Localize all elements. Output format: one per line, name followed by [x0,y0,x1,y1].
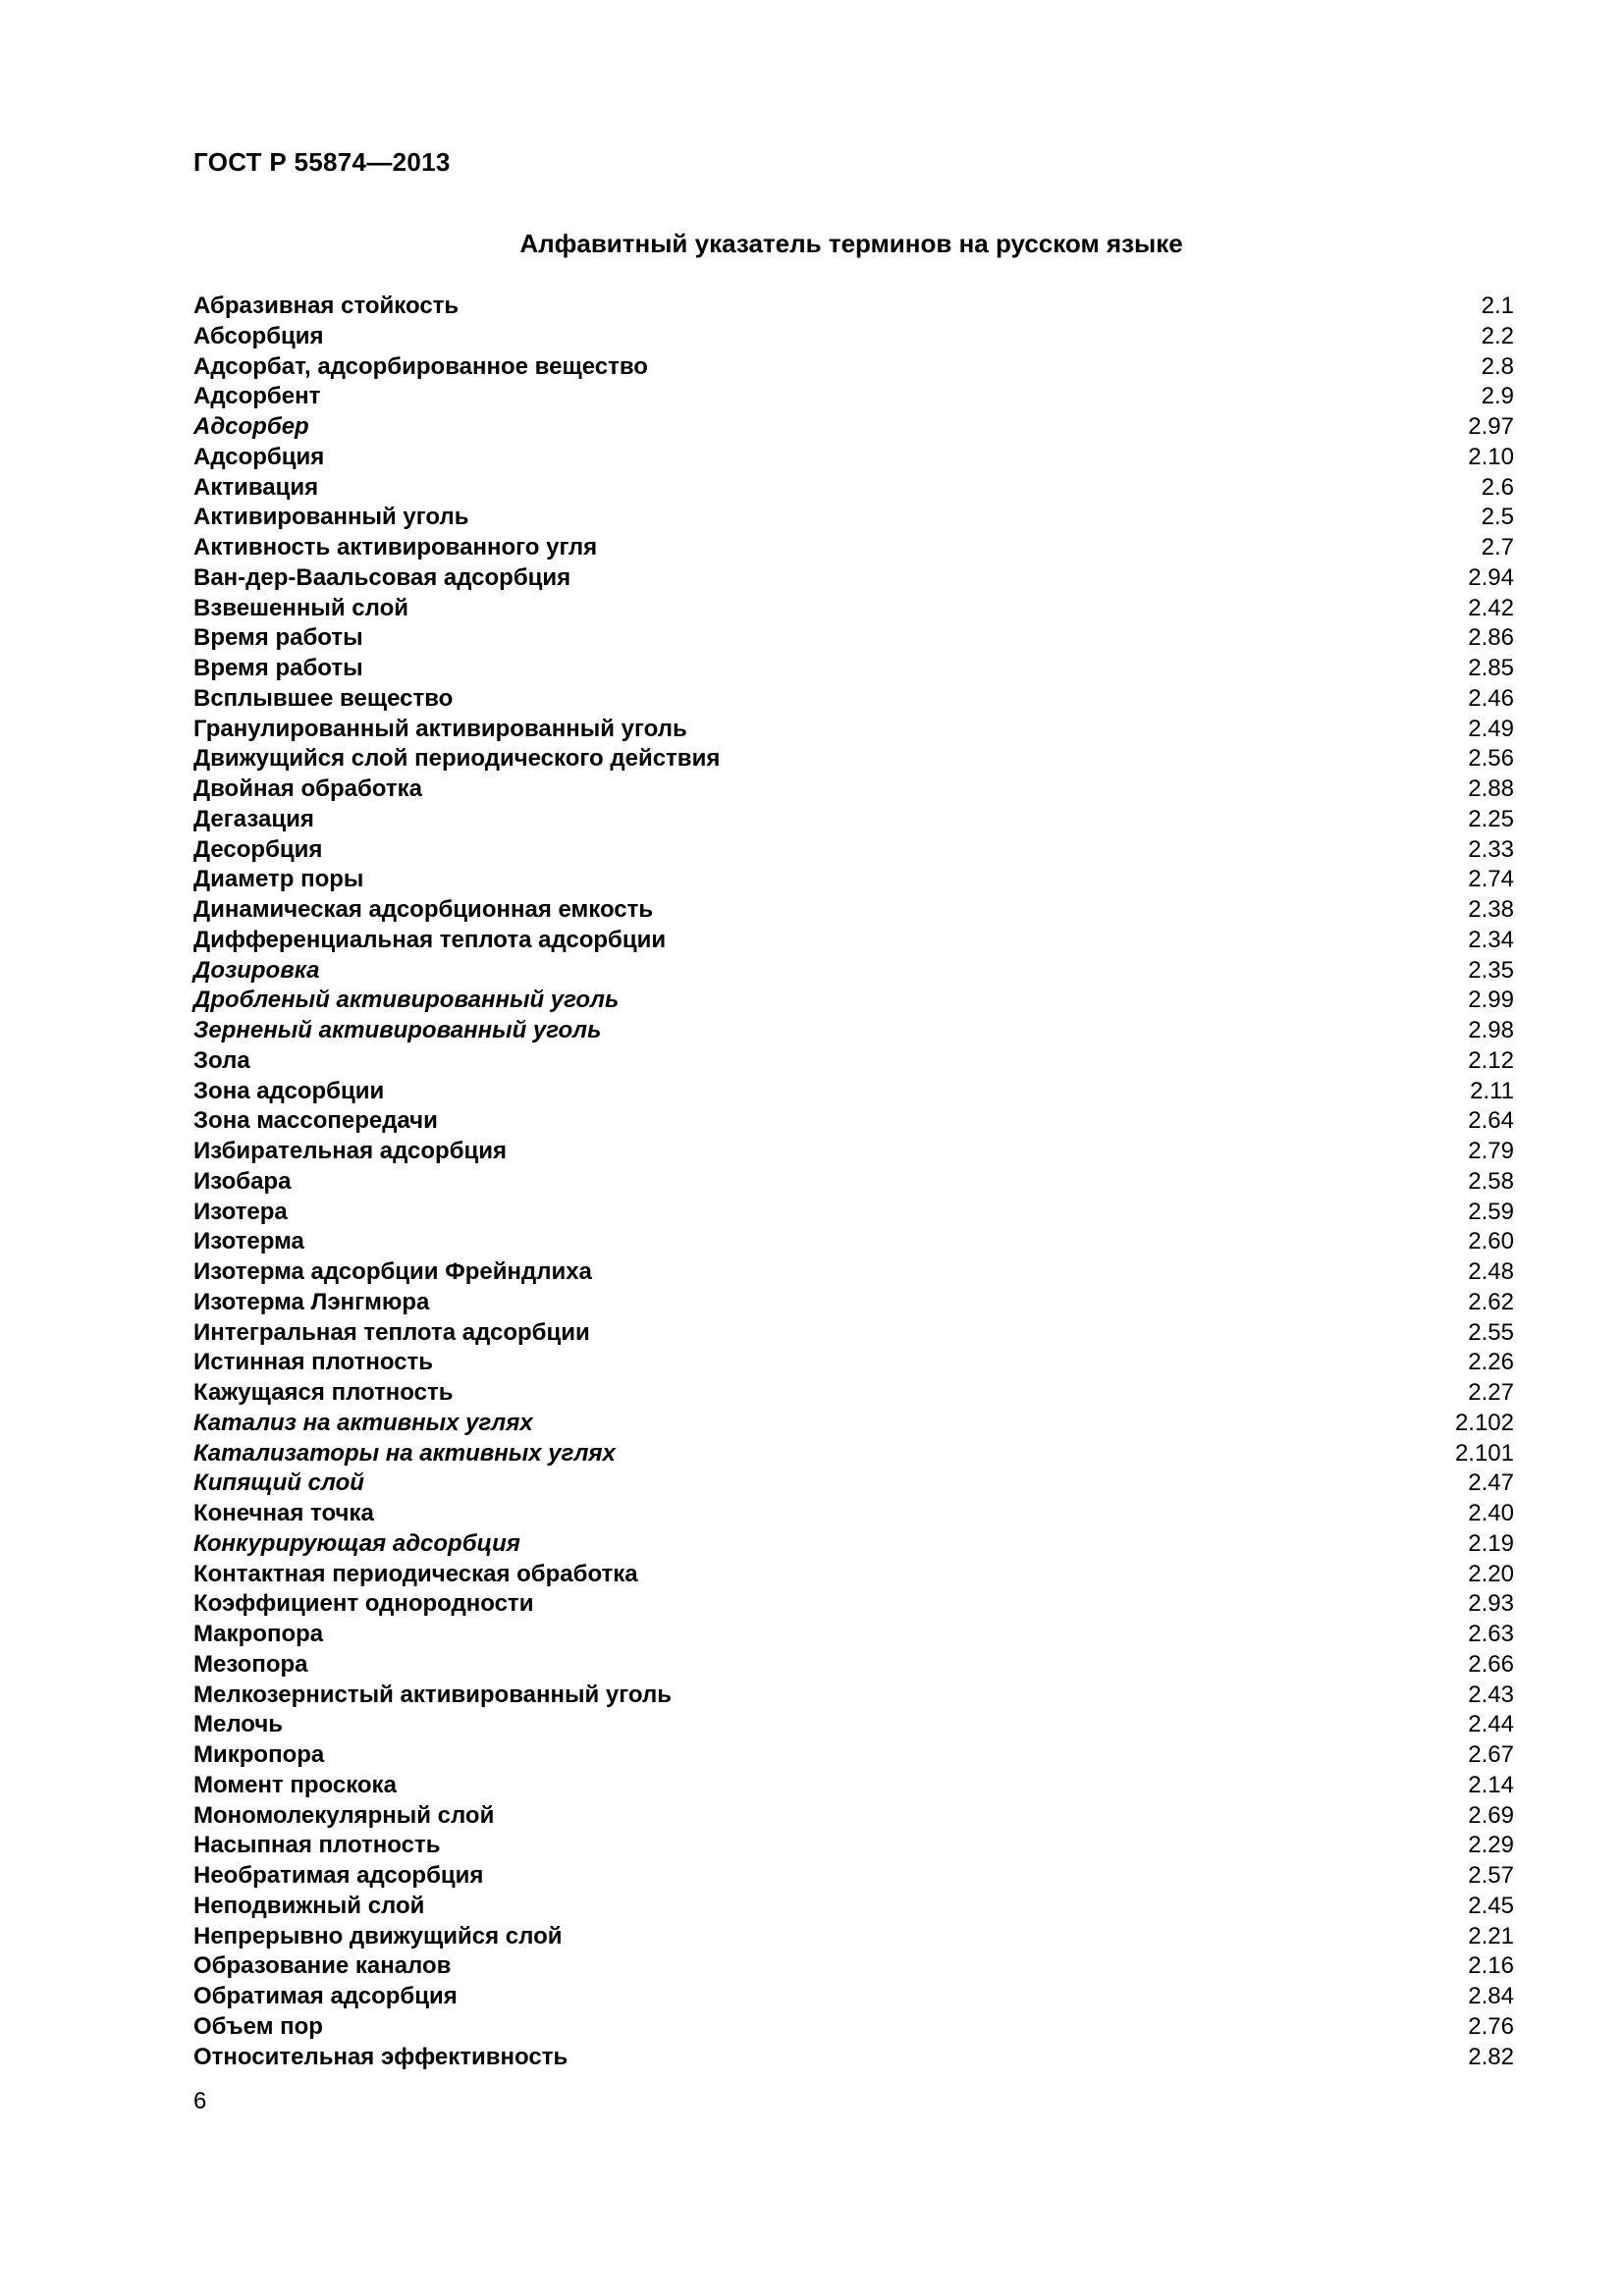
index-term: Мезопора [193,1650,308,1678]
index-term: Насыпная плотность [193,1832,441,1859]
index-term: Избирательная адсорбция [193,1138,508,1164]
index-entry [193,1681,1514,1711]
index-term: Адсорбер [193,413,309,440]
index-entry [193,1348,1514,1378]
index-term: Взвешенный слой [193,594,408,621]
index-term: Обратимая адсорбция [193,1983,458,2009]
index-entry [193,623,1514,654]
index-term: Мелочь [193,1711,284,1738]
index-entry [193,594,1514,624]
index-term: Мелкозернистый активированный уголь [193,1681,672,1708]
index-term-reference: 2.14 [1468,1771,1514,1798]
index-term: Активированный уголь [193,504,469,531]
index-term: Динамическая адсорбционная емкость [193,896,654,923]
index-term-reference: 2.42 [1468,594,1514,621]
index-entry [193,986,1514,1016]
index-term-reference: 2.84 [1468,1983,1514,2009]
index-term-reference: 2.66 [1468,1650,1514,1678]
index-term-reference: 2.47 [1468,1469,1514,1497]
index-term-reference: 2.19 [1468,1529,1514,1557]
index-entry [193,1046,1514,1077]
index-term: Изотерма Лэнгмюра [193,1288,430,1315]
index-term-reference: 2.99 [1468,987,1514,1014]
index-term: Всплывшее вещество [193,684,454,712]
index-term-reference: 2.6 [1481,473,1514,501]
index-term: Катализ на активных углях [193,1409,533,1436]
index-entry [193,956,1514,987]
index-term-reference: 2.62 [1468,1288,1514,1315]
index-term: Абсорбция [193,322,324,349]
index-term: Изотерма [193,1228,304,1255]
document-code: ГОСТ Р 55874—2013 [193,147,451,177]
index-entry [193,1650,1514,1681]
index-term: Изотера [193,1198,288,1225]
index-entry [193,473,1514,504]
index-term-reference: 2.97 [1468,413,1514,440]
index-term-reference: 2.11 [1470,1077,1514,1104]
index-entry [193,412,1514,443]
index-term-reference: 2.102 [1454,1409,1514,1436]
index-term-reference: 2.2 [1481,322,1514,349]
index-term-reference: 2.76 [1468,2012,1514,2040]
index-term: Интегральная теплота адсорбции [193,1318,590,1346]
index-entry [193,1710,1514,1740]
index-entry [193,1499,1514,1529]
index-term-reference: 2.12 [1468,1046,1514,1074]
index-term-reference: 2.10 [1468,443,1514,470]
index-entry [193,1771,1514,1801]
index-entry [193,1439,1514,1469]
index-term-reference: 2.48 [1468,1258,1514,1285]
index-term: Десорбция [193,835,323,863]
index-entry [193,533,1514,563]
index-entry [193,1892,1514,1922]
index-entry [193,1951,1514,1982]
index-title: Алфавитный указатель терминов на русском языке [519,229,1183,258]
index-term: Контактная периодическая обработка [193,1560,638,1587]
index-term: Кипящий слой [193,1469,364,1497]
index-term-reference: 2.44 [1468,1711,1514,1738]
index-term: Коэффициент однородности [193,1590,534,1618]
index-term: Двойная обработка [193,775,422,802]
index-entry [193,352,1514,383]
index-entry [193,2012,1514,2043]
index-term: Истинная плотность [193,1349,434,1376]
index-entry [193,1106,1514,1137]
index-term-reference: 2.74 [1468,866,1514,893]
index-entry [193,895,1514,926]
index-term: Катализаторы на активных углях [193,1439,616,1467]
index-term-reference: 2.35 [1468,956,1514,984]
index-term: Относительная эффективность [193,2043,568,2070]
index-entry [193,563,1514,594]
index-entry [193,1529,1514,1560]
index-term-reference: 2.7 [1481,534,1514,561]
index-entry [193,1167,1514,1198]
index-term: Активация [193,473,319,501]
index-term-reference: 2.56 [1468,745,1514,773]
index-term: Момент проскока [193,1771,397,1798]
term-index-list [193,292,1514,2072]
index-term-reference: 2.45 [1468,1892,1514,1919]
index-term: Абразивная стойкость [193,293,460,319]
index-term-reference: 2.8 [1481,352,1514,380]
index-term-reference: 2.94 [1468,563,1514,591]
index-term-reference: 2.69 [1468,1801,1514,1829]
index-term: Макропора [193,1621,324,1647]
index-term-reference: 2.88 [1468,775,1514,802]
index-entry [193,1409,1514,1439]
index-entry [193,1560,1514,1590]
index-term: Гранулированный активированный уголь [193,715,687,742]
index-entry [193,1468,1514,1499]
index-term: Движущийся слой периодического действия [193,745,721,773]
index-term-reference: 2.101 [1454,1439,1514,1467]
index-term: Активность активированного угля [193,534,598,561]
index-term-reference: 2.55 [1468,1318,1514,1346]
index-term: Неподвижный слой [193,1892,425,1919]
index-term-reference: 2.29 [1468,1832,1514,1859]
index-entry [193,654,1514,684]
index-term-reference: 2.34 [1468,926,1514,953]
index-entry [193,1620,1514,1650]
index-entry [193,1861,1514,1892]
index-entry [193,503,1514,533]
index-entry [193,1198,1514,1228]
index-term-reference: 2.57 [1468,1862,1514,1889]
page-number: 6 [193,2088,207,2114]
index-term-reference: 2.64 [1468,1107,1514,1135]
index-term: Кажущаяся плотность [193,1379,454,1406]
index-term-reference: 2.9 [1481,383,1514,410]
index-term: Адсорбент [193,383,321,410]
index-entry [193,1831,1514,1861]
index-term: Изотерма адсорбции Фрейндлиха [193,1258,592,1285]
index-term-reference: 2.27 [1468,1379,1514,1406]
index-entry [193,1982,1514,2012]
index-term-reference: 2.21 [1468,1922,1514,1949]
index-term-reference: 2.33 [1468,835,1514,863]
index-term-reference: 2.79 [1468,1138,1514,1164]
index-term: Дифференциальная теплота адсорбции [193,926,667,953]
index-term: Образование каналов [193,1952,452,1980]
index-entry [193,1227,1514,1257]
index-term: Дробленый активированный уголь [193,987,620,1014]
index-term-reference: 2.98 [1468,1017,1514,1043]
index-term: Зона адсорбции [193,1077,385,1104]
index-entry [193,926,1514,956]
index-entry [193,805,1514,835]
index-term: Мономолекулярный слой [193,1801,495,1829]
index-term-reference: 2.59 [1468,1198,1514,1225]
index-term-reference: 2.93 [1468,1590,1514,1618]
index-term: Объем пор [193,2012,323,2040]
index-term: Непрерывно движущийся слой [193,1922,563,1949]
index-entry [193,715,1514,745]
index-term: Время работы [193,624,363,652]
index-term: Зола [193,1046,250,1074]
index-term-reference: 2.43 [1468,1681,1514,1708]
index-entry [193,1257,1514,1288]
index-term-reference: 2.25 [1468,805,1514,832]
index-term-reference: 2.85 [1468,655,1514,681]
index-entry [193,382,1514,412]
index-term: Адсорбция [193,443,325,470]
index-entry [193,774,1514,805]
index-entry [193,1922,1514,1952]
index-entry [193,1378,1514,1409]
index-term-reference: 2.40 [1468,1500,1514,1526]
index-entry [193,1288,1514,1318]
index-term: Ван-дер-Ваальсовая адсорбция [193,563,571,591]
index-term-reference: 2.49 [1468,715,1514,742]
index-term: Микропора [193,1741,325,1768]
index-term-reference: 2.16 [1468,1952,1514,1980]
index-entry [193,865,1514,895]
index-entry [193,443,1514,473]
index-term-reference: 2.20 [1468,1560,1514,1587]
index-term: Зерненый активированный уголь [193,1017,602,1043]
index-term-reference: 2.63 [1468,1621,1514,1647]
index-term: Время работы [193,655,363,681]
index-term-reference: 2.60 [1468,1228,1514,1255]
index-entry [193,322,1514,352]
index-entry [193,1740,1514,1771]
index-entry [193,1318,1514,1349]
index-term: Диаметр поры [193,866,364,893]
index-term-reference: 2.38 [1468,896,1514,923]
index-term-reference: 2.67 [1468,1741,1514,1768]
index-entry [193,1589,1514,1620]
index-term: Конечная точка [193,1500,374,1526]
index-entry [193,835,1514,866]
index-entry [193,1016,1514,1046]
index-term: Изобара [193,1167,292,1195]
index-term: Дозировка [193,956,320,984]
index-term: Дегазация [193,805,314,832]
index-entry [193,1801,1514,1832]
index-term-reference: 2.5 [1481,504,1514,531]
index-term-reference: 2.58 [1468,1167,1514,1195]
index-term-reference: 2.86 [1468,624,1514,652]
index-entry [193,684,1514,715]
index-entry [193,2043,1514,2073]
index-term: Зона массопередачи [193,1107,438,1135]
index-entry [193,744,1514,774]
index-term-reference: 2.46 [1468,684,1514,712]
index-term-reference: 2.82 [1468,2043,1514,2070]
index-term-reference: 2.1 [1481,293,1514,319]
index-term-reference: 2.26 [1468,1349,1514,1376]
index-term: Конкурирующая адсорбция [193,1529,520,1557]
index-entry [193,1077,1514,1107]
index-term: Необратимая адсорбция [193,1862,484,1889]
index-entry [193,1137,1514,1167]
index-term: Адсорбат, адсорбированное вещество [193,352,648,380]
index-entry [193,292,1514,322]
